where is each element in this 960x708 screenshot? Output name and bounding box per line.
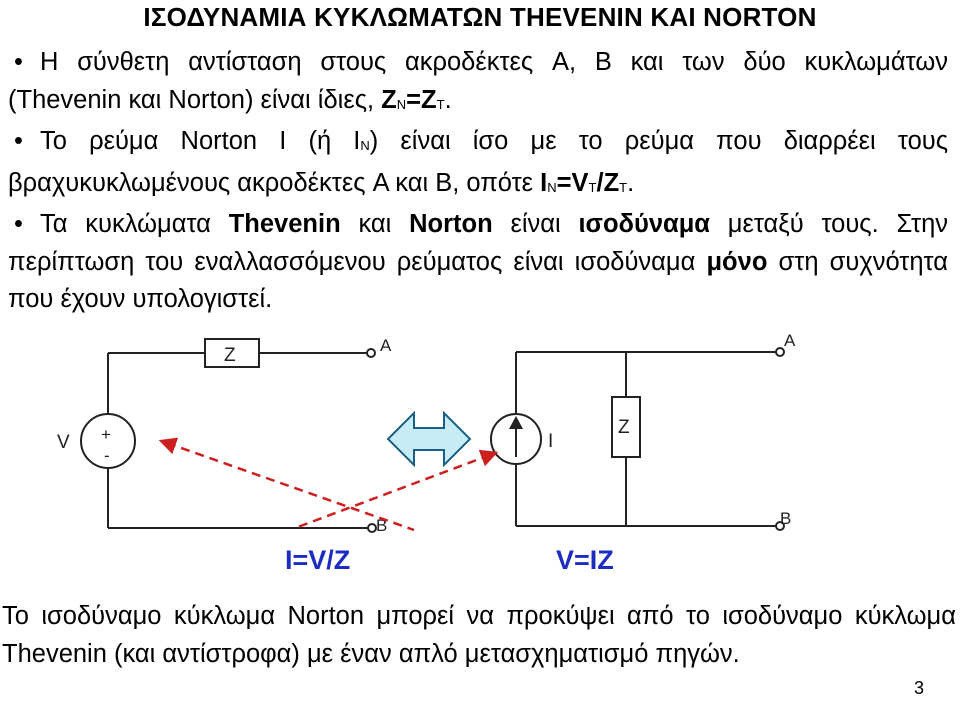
formula-norton-to-thevenin: V=IZ xyxy=(556,545,614,575)
slide-title: ΙΣΟΔΥΝΑΜΙΑ ΚΥΚΛΩΜΑΤΩΝ THEVENIN ΚΑΙ NORTON xyxy=(143,2,817,32)
thevenin-terminal-a xyxy=(367,349,375,357)
bullet-norton-current: • Το ρεύμα Norton I (ή $I_N$) είναι ίσο με το ρεύμα που διαρρέει τους βραχυκυκλωμένους ακροδέκτες A και B, οπότε $I_N=V_T/Z_T$. xyxy=(8,123,948,206)
bullet-equivalence: • Τα κυκλώματα Thevenin και Norton είναι ισοδύναμα μεταξύ τους. Στην περίπτωση του εναλλασσόμενου ρεύματος είναι ισοδύναμα μόνο στη συχνότητα που έχουν υπολογιστεί. xyxy=(8,206,948,319)
norton-impedance-label: Z xyxy=(618,417,630,438)
voltage-source-label: V xyxy=(57,432,70,453)
voltage-plus-sign: + xyxy=(101,425,111,444)
norton-circuit xyxy=(491,352,776,526)
page-number: 3 xyxy=(914,678,925,698)
bullet-list xyxy=(8,44,948,319)
norton-terminal-a-label: A xyxy=(784,331,796,350)
voltage-minus-sign: - xyxy=(104,446,110,465)
current-arrow-icon xyxy=(509,416,523,457)
thevenin-impedance-label: Z xyxy=(224,345,236,366)
bullet-dot-icon: • xyxy=(14,210,23,238)
red-dashed-arrow-to-thevenin xyxy=(298,455,490,527)
bullet-impedance: • Η σύνθετη αντίσταση στους ακροδέκτες A, B και των δύο κυκλωμάτων (Thevenin και Norton) είναι ίδιες, $Z_N=Z_T$. xyxy=(8,44,948,123)
current-source-label: I xyxy=(548,431,554,452)
thevenin-terminal-a-label: A xyxy=(380,336,392,355)
norton-terminal-a xyxy=(776,348,784,356)
double-arrow-icon xyxy=(388,413,470,465)
thevenin-terminal-b-label: B xyxy=(376,516,388,535)
footer-text: Το ισοδύναμο κύκλωμα Norton μπορεί να προκύψει από το ισοδύναμο κύκλωμα Thevenin (και αντίστροφα) με έναν απλό μετασχηματισμό πηγών. xyxy=(2,602,956,668)
thevenin-terminal-b xyxy=(368,524,376,532)
bullet-dot-icon: • xyxy=(14,127,23,155)
circuit-diagram xyxy=(0,315,960,595)
norton-terminal-b-label: B xyxy=(780,509,792,528)
formula-thevenin-to-norton: I=V/Z xyxy=(285,545,351,575)
bullet-dot-icon: • xyxy=(14,48,23,76)
